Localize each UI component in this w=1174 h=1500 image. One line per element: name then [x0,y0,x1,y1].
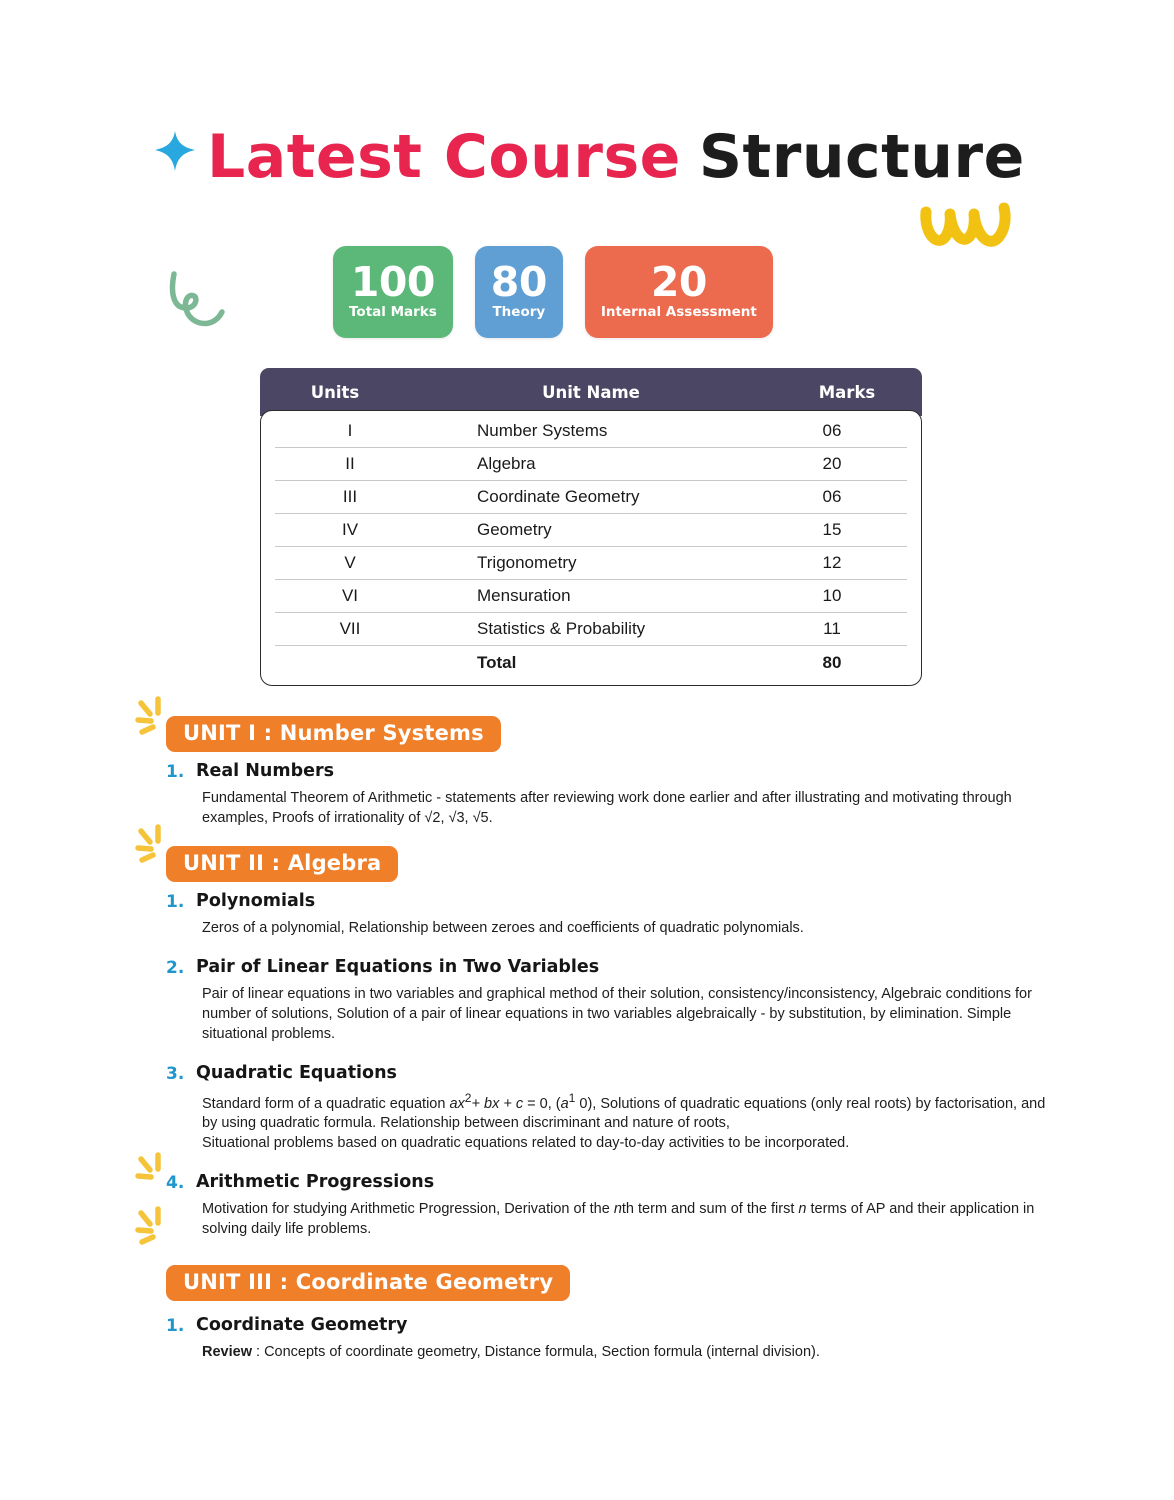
topic-title: Pair of Linear Equations in Two Variables [196,956,600,977]
topic-item [166,957,1174,1044]
unit-badge-2[interactable]: UNIT II : Algebra [166,846,398,882]
stat-label: Total Marks [349,304,437,321]
cell-unit: VI [341,586,359,605]
table-body [260,410,922,686]
topic-description: Pair of linear equations in two variables and graphical method of their solution, consistency/inconsistency, Algebraic conditions for number of solutions, Solution of a pair of linear equations in two variables algebraically - by substitution, by elimination. Simple situational problems. [202,985,1032,1042]
topic-title: Coordinate Geometry [196,1315,408,1336]
table-header-row [260,368,922,416]
cell-unit: V [344,553,356,572]
cell-name: Geometry [477,520,552,539]
unit-badge-3[interactable]: UNIT III : Coordinate Geometry [166,1265,570,1301]
topic-item [166,1063,1174,1154]
stat-value: 100 [350,257,435,306]
stat-value: 20 [650,257,707,306]
topic-item [166,1172,1174,1239]
topic-number: 1. [166,1316,185,1337]
cell-unit: IV [341,520,359,539]
table-row [275,514,907,547]
topic-title: Real Numbers [196,761,335,781]
topic-item [166,891,1174,938]
cell-unit: VII [339,619,361,638]
topic-description: Motivation for studying Arithmetic Progression, Derivation of the nth term and sum of the first n terms of AP and their application in solving daily life problems. [202,1201,1035,1238]
topic-number: 1. [166,891,185,912]
table-row [275,415,907,448]
cell-name: Algebra [477,454,536,473]
table-row [275,547,907,580]
cell-name: Number Systems [477,421,608,440]
topic-title: Arithmetic Progressions [196,1172,435,1193]
cell-name: Coordinate Geometry [477,487,640,506]
cell-marks: 15 [822,520,842,539]
stat-card-total-marks [333,246,453,338]
column-header-marks: Marks [818,382,876,402]
topic-title: Polynomials [196,890,316,911]
cell-unit: I [347,421,353,440]
stat-value: 80 [490,257,547,306]
cell-marks: 11 [823,619,841,638]
table-row [275,580,907,613]
cell-total-label: Total [477,652,517,672]
topic-number: 3. [166,1063,185,1084]
column-header-unit-name: Unit Name [542,382,640,402]
topic-description: Fundamental Theorem of Arithmetic - statements after reviewing work done earlier and after illustrating and motivating through examples, Proofs of irrationality of √2, √3, √5. [202,789,1012,826]
green-squiggle-icon [160,268,238,340]
cell-name: Trigonometry [477,553,577,572]
cell-marks: 20 [822,454,842,473]
stat-label: Internal Assessment [600,304,757,321]
topic-item [166,1315,1174,1362]
page-title [207,122,1025,192]
cell-unit: II [345,454,355,473]
column-header-units: Units [310,382,360,402]
yellow-squiggle-icon [918,198,1014,256]
topic-description: Standard form of a quadratic equation $ax^2+$ bx + c = 0, ($a^1$ 0), Solutions of quadratic equations (only real roots) by factorisation, and by using quadratic formula. Relationship between discriminant and nature of roots, Situational problems based on quadratic equations related to day-to-day activities to be incorporated. [202,1090,1046,1152]
cell-total-marks: 80 [822,652,842,672]
stat-card-group [333,246,773,338]
stat-label: Theory [492,304,546,321]
stat-card-theory [475,246,563,338]
table-row [275,613,907,646]
stat-card-internal-assessment [585,246,773,338]
topic-description: Review : Concepts of coordinate geometry, Distance formula, Section formula (internal division). [202,1344,820,1361]
cell-marks: 06 [822,421,842,440]
table-row [275,448,907,481]
unit-badge-1[interactable]: UNIT I : Number Systems [166,716,501,752]
table-row [275,481,907,514]
units-content [0,716,1174,1362]
page-title-accent: Latest Course [207,122,681,192]
cell-marks: 10 [822,586,842,605]
cell-name: Statistics & Probability [477,619,646,638]
cell-marks: 06 [822,487,842,506]
cell-name: Mensuration [477,586,571,605]
topic-title: Quadratic Equations [196,1062,397,1083]
cell-marks: 12 [822,553,842,572]
cell-unit: III [342,487,358,506]
topic-item [166,761,1174,828]
page-title-plain: Structure [698,122,1025,192]
course-structure-table [260,368,922,686]
topic-description: Zeros of a polynomial, Relationship between zeroes and coefficients of quadratic polynomials. [202,919,804,936]
sparkle-star-icon [152,128,198,174]
topic-number: 1. [166,762,185,782]
topic-number: 2. [166,957,185,978]
table-total-row [275,646,907,679]
topic-number: 4. [166,1173,185,1194]
